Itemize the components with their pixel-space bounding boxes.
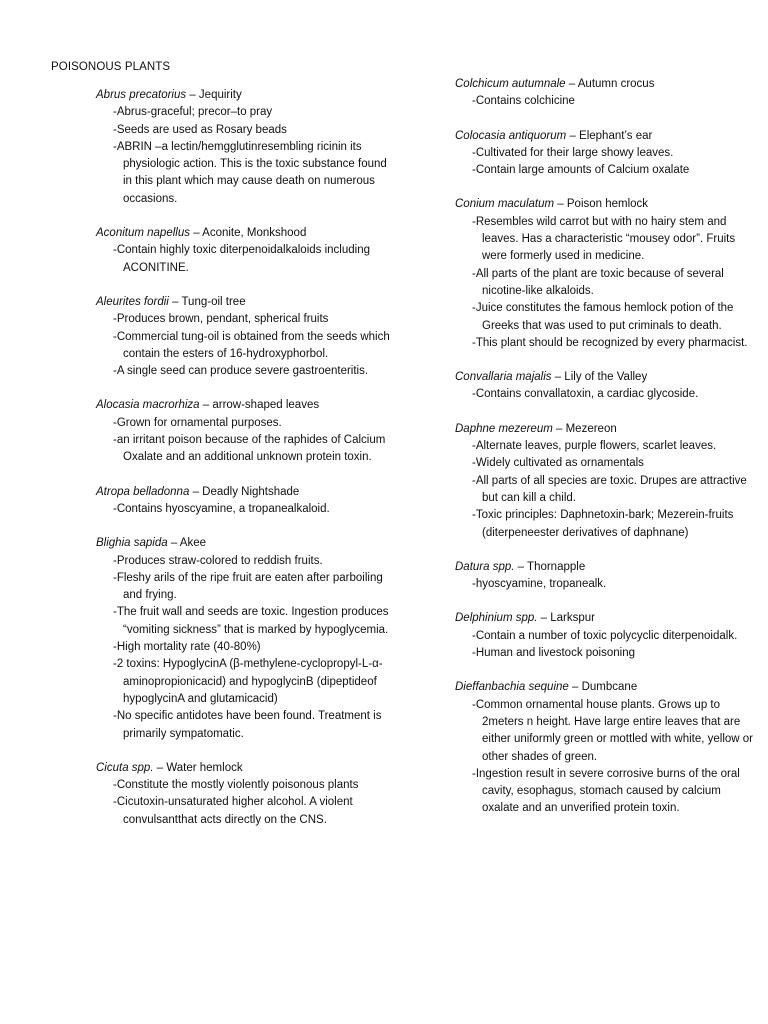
plant-heading bbox=[96, 484, 396, 501]
plant-note: -Resembles wild carrot but with no hairy stem and leaves. Has a characteristic “mousey odor”. Fruits were formerly used in medicine. bbox=[472, 215, 736, 263]
plant-note: -Constitute the mostly violently poisonous plants bbox=[113, 779, 359, 792]
plant-notes bbox=[455, 576, 755, 593]
plant-entry bbox=[455, 369, 755, 404]
scientific-name: Aleurites fordii bbox=[96, 295, 169, 308]
plant-notes bbox=[455, 93, 755, 110]
common-name: – Aconite, Monkshood bbox=[193, 227, 307, 240]
plant-heading bbox=[455, 421, 755, 438]
common-name: – Poison hemlock bbox=[557, 198, 649, 211]
plant-entry bbox=[96, 397, 396, 466]
plant-note: -an irritant poison because of the raphides of Calcium Oxalate and an additional unknown protein toxin. bbox=[113, 434, 386, 464]
plant-note: -Produces straw-colored to reddish fruits. bbox=[113, 554, 323, 567]
common-name: – Lily of the Valley bbox=[554, 371, 648, 384]
scientific-name: Colocasia antiquorum bbox=[455, 129, 567, 142]
plant-notes bbox=[455, 438, 755, 542]
plant-entry bbox=[96, 225, 396, 277]
plant-notes bbox=[455, 386, 755, 403]
scientific-name: Cicuta spp. bbox=[96, 761, 154, 774]
plant-note: -The fruit wall and seeds are toxic. Ingestion produces “vomiting sickness” that is marked by hypoglycemia. bbox=[113, 606, 389, 636]
plant-entry bbox=[96, 294, 396, 380]
page-title: POISONOUS PLANTS bbox=[51, 61, 171, 73]
plant-notes bbox=[96, 415, 396, 467]
common-name: – arrow-shaped leaves bbox=[202, 399, 320, 412]
plant-entry bbox=[96, 87, 396, 208]
plant-note: -Produces brown, pendant, spherical fruits bbox=[113, 313, 329, 326]
plant-heading bbox=[96, 294, 396, 311]
plant-heading bbox=[96, 535, 396, 552]
plant-heading bbox=[455, 559, 755, 576]
scientific-name: Blighia sapida bbox=[96, 537, 168, 550]
scientific-name: Convallaria majalis bbox=[455, 371, 552, 384]
plant-heading bbox=[455, 369, 755, 386]
common-name: – Akee bbox=[170, 537, 206, 550]
plant-notes bbox=[455, 145, 755, 180]
plant-notes bbox=[455, 628, 755, 663]
plant-entry bbox=[455, 196, 755, 352]
plant-note: -Contain highly toxic diterpenoidalkaloids including ACONITINE. bbox=[113, 244, 370, 274]
plant-note: -Contain a number of toxic polycyclic diterpenoidalk. bbox=[472, 629, 738, 642]
scientific-name: Conium maculatum bbox=[455, 198, 555, 211]
plant-entry bbox=[455, 559, 755, 594]
plant-entry bbox=[455, 128, 755, 180]
plant-heading bbox=[455, 679, 755, 696]
plant-note: -2 toxins: HypoglycinA (β-methylene-cyclopropyl-L-α-aminopropionicacid) and hypoglycinB (dipeptideof hypoglycinA and glutamicacid) bbox=[113, 658, 383, 705]
plant-note: -Alternate leaves, purple flowers, scarlet leaves. bbox=[472, 440, 717, 453]
scientific-name: Colchicum autumnale bbox=[455, 78, 566, 90]
scientific-name: Atropa belladonna bbox=[96, 485, 190, 498]
left-column bbox=[96, 87, 396, 846]
plant-notes bbox=[96, 553, 396, 743]
plant-notes bbox=[96, 242, 396, 277]
plant-notes bbox=[96, 311, 396, 380]
plant-note: -Widely cultivated as ornamentals bbox=[472, 457, 644, 470]
plant-entry bbox=[96, 535, 396, 743]
scientific-name: Abrus precatorius bbox=[96, 89, 187, 101]
plant-entry bbox=[455, 679, 755, 817]
scientific-name: Delphinium spp. bbox=[455, 612, 538, 625]
scientific-name: Daphne mezereum bbox=[455, 422, 553, 435]
plant-entry bbox=[455, 610, 755, 662]
common-name: – Dumbcane bbox=[572, 681, 638, 694]
plant-note: -Seeds are used as Rosary beads bbox=[113, 123, 287, 136]
plant-heading bbox=[96, 87, 396, 104]
plant-heading bbox=[96, 397, 396, 414]
plant-note: -Contains convallatoxin, a cardiac glycoside. bbox=[472, 388, 699, 401]
plant-note: -All parts of all species are toxic. Drupes are attractive but can kill a child. bbox=[472, 474, 747, 504]
scientific-name: Aconitum napellus bbox=[96, 227, 190, 240]
plant-entry bbox=[455, 76, 755, 111]
plant-note: -A single seed can produce severe gastroenteritis. bbox=[113, 365, 369, 378]
common-name: – Mezereon bbox=[556, 422, 617, 435]
plant-note: -Contain large amounts of Calcium oxalate bbox=[472, 164, 690, 177]
common-name: – Deadly Nightshade bbox=[192, 485, 300, 498]
plant-heading bbox=[96, 760, 396, 777]
plant-note: -Ingestion result in severe corrosive burns of the oral cavity, esophagus, stomach caused by calcium oxalate and an unverified protein toxin. bbox=[472, 767, 740, 815]
plant-note: -Grown for ornamental purposes. bbox=[113, 416, 282, 429]
plant-note: -Toxic principles: Daphnetoxin-bark; Mezerein-fruits (diterpeneester derivatives of daphnane) bbox=[472, 509, 734, 539]
common-name: – Elephant’s ear bbox=[569, 129, 653, 142]
plant-heading bbox=[455, 76, 755, 93]
common-name: – Tung-oil tree bbox=[172, 295, 246, 308]
plant-notes bbox=[96, 777, 396, 829]
plant-heading bbox=[96, 225, 396, 242]
plant-note: -High mortality rate (40-80%) bbox=[113, 641, 261, 654]
plant-note: -This plant should be recognized by every pharmacist. bbox=[472, 336, 748, 349]
plant-notes bbox=[455, 214, 755, 352]
common-name: – Larkspur bbox=[540, 612, 596, 625]
plant-notes bbox=[96, 501, 396, 518]
plant-note: -Juice constitutes the famous hemlock potion of the Greeks that was used to put criminals to death. bbox=[472, 302, 734, 332]
common-name: – Autumn crocus bbox=[568, 78, 655, 90]
plant-heading bbox=[455, 196, 755, 213]
plant-note: -ABRIN –a lectin/hemgglutinresembling ricinin its physiologic action. This is the toxic substance found in this plant which may cause death on numerous occasions. bbox=[113, 140, 387, 205]
plant-entry bbox=[96, 484, 396, 519]
plant-heading bbox=[455, 610, 755, 627]
plant-note: -Cicutoxin-unsaturated higher alcohol. A violent convulsantthat acts directly on the CNS. bbox=[113, 796, 353, 826]
plant-entry bbox=[96, 760, 396, 829]
plant-note: -hyoscyamine, tropanealk. bbox=[472, 578, 607, 591]
common-name: – Water hemlock bbox=[156, 761, 243, 774]
plant-note: -Fleshy arils of the ripe fruit are eaten after parboiling and frying. bbox=[113, 571, 383, 602]
plant-note: -No specific antidotes have been found. Treatment is primarily sympatomatic. bbox=[113, 710, 382, 740]
plant-note: -All parts of the plant are toxic because of several nicotine-like alkaloids. bbox=[472, 267, 724, 297]
plant-notes bbox=[455, 697, 755, 818]
plant-note: -Cultivated for their large showy leaves. bbox=[472, 146, 674, 159]
plant-heading bbox=[455, 128, 755, 145]
plant-note: -Abrus-graceful; precor–to pray bbox=[113, 106, 273, 119]
plant-note: -Common ornamental house plants. Grows up to 2meters n height. Have large entire leaves that are either uniformly green or mottled with white, yellow or other shades of green. bbox=[472, 698, 754, 763]
plant-note: -Human and livestock poisoning bbox=[472, 647, 636, 660]
scientific-name: Datura spp. bbox=[455, 560, 515, 573]
plant-entry bbox=[455, 421, 755, 542]
scientific-name: Alocasia macrorhiza bbox=[96, 399, 200, 412]
scientific-name: Dieffanbachia sequine bbox=[455, 681, 569, 694]
plant-note: -Commercial tung-oil is obtained from the seeds which contain the esters of 16-hydroxyphorbol. bbox=[113, 330, 390, 360]
right-column bbox=[455, 76, 755, 835]
plant-notes bbox=[96, 104, 396, 208]
common-name: – Jequirity bbox=[189, 89, 242, 101]
common-name: – Thornapple bbox=[517, 560, 586, 573]
plant-note: -Contains hyoscyamine, a tropanealkaloid. bbox=[113, 502, 330, 515]
plant-note: -Contains colchicine bbox=[472, 95, 575, 108]
